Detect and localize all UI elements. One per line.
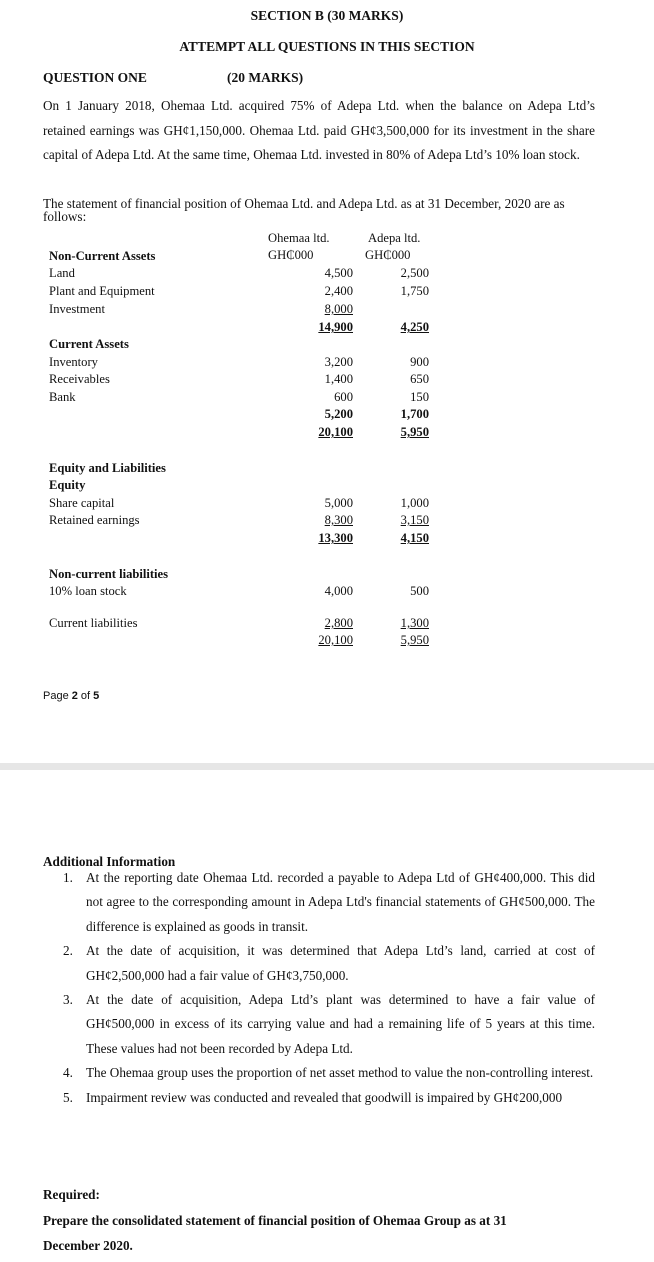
question-marks: (20 MARKS) [227, 70, 304, 85]
item-text: At the date of acquisition, it was determined that Adepa Ltd’s land, carried at cost of GH¢2,500,000 had a fair value of GH¢3,750,000. [86, 943, 595, 983]
required-heading: Required: [43, 1187, 100, 1202]
total-adepa: 4,150 [400, 531, 429, 545]
table-row [49, 371, 449, 388]
equity-heading-row [49, 477, 449, 494]
col1-unit: GH₵000 [268, 248, 314, 262]
col1-name: Ohemaa ltd. [268, 231, 330, 245]
total-adepa: 5,950 [400, 633, 429, 647]
row-label: Retained earnings [49, 513, 140, 527]
row-label: Receivables [49, 372, 110, 386]
nca-heading: Non-Current Assets [49, 249, 156, 263]
page-current: 2 [71, 690, 78, 702]
row-value-ohemaa: 1,400 [324, 372, 353, 386]
equity-total-row [49, 530, 449, 547]
total-adepa: 5,950 [400, 425, 429, 439]
page-total: 5 [93, 690, 100, 702]
intro-paragraph-2: The statement of financial position of Ohemaa Ltd. and Adepa Ltd. as at 31 December, 2020 are as follows: [43, 196, 565, 224]
row-value-ohemaa: 8,000 [324, 302, 353, 316]
total-ohemaa: 20,100 [318, 425, 353, 439]
row-value-adepa: 2,500 [400, 266, 429, 280]
ca-heading-row [49, 336, 449, 353]
subtotal-adepa: 1,700 [400, 407, 429, 421]
row-value-ohemaa: 8,300 [324, 513, 353, 527]
row-value-ohemaa: 5,000 [324, 496, 353, 510]
row-label: Current liabilities [49, 616, 138, 630]
table-row [49, 512, 449, 529]
col2-unit: GH₵000 [365, 248, 411, 262]
item-number: 5. [63, 1089, 73, 1105]
row-value-adepa: 900 [410, 355, 429, 369]
page-separator [0, 763, 654, 770]
total-ohemaa: 14,900 [318, 320, 353, 334]
subtotal-ohemaa: 5,200 [324, 407, 353, 421]
question-title: QUESTION ONE [43, 70, 147, 85]
row-value-ohemaa: 3,200 [324, 355, 353, 369]
section-instruction: ATTEMPT ALL QUESTIONS IN THIS SECTION [179, 39, 475, 54]
row-label: Land [49, 266, 75, 280]
row-label: 10% loan stock [49, 584, 127, 598]
additional-info-heading: Additional Information [43, 854, 176, 869]
row-value-ohemaa: 2,800 [324, 616, 353, 630]
row-value-ohemaa: 600 [334, 390, 353, 404]
section-title: SECTION B (30 MARKS) [250, 8, 404, 23]
table-row [49, 583, 449, 600]
list-item [43, 1061, 595, 1085]
item-number: 3. [63, 992, 73, 1008]
item-number: 4. [63, 1065, 73, 1081]
list-item [43, 1086, 595, 1110]
table-row [49, 495, 449, 512]
equity-liabilities-heading-row [49, 460, 449, 477]
item-text: At the reporting date Ohemaa Ltd. recorded a payable to Adepa Ltd of GH¢400,000. This did not agree to the corresponding amount in Adepa Ltd's financial statements of GH¢500,000. The difference is explained as goods in transit. [86, 870, 595, 934]
table-row [49, 265, 449, 282]
row-value-adepa: 650 [410, 372, 429, 386]
row-label: Investment [49, 302, 105, 316]
col2-name: Adepa ltd. [368, 231, 421, 245]
intro-paragraph: On 1 January 2018, Ohemaa Ltd. acquired 75% of Adepa Ltd. when the balance on Adepa Ltd’s retained earnings was GH¢1,150,000. Ohemaa Ltd. paid GH¢3,500,000 for its investment in the share capital of Adepa Ltd. At the same time, Ohemaa Ltd. invested in 80% of Adepa Ltd’s 10% loan stock. [43, 98, 595, 162]
page-prefix: Page [43, 690, 72, 702]
ca-heading: Current Assets [49, 337, 129, 351]
list-item [43, 866, 595, 939]
total-adepa: 4,250 [400, 320, 429, 334]
table-row [49, 389, 449, 406]
ca-total-row [49, 424, 449, 441]
item-text: At the date of acquisition, Adepa Ltd’s plant was determined to have a fair value of GH¢500,000 in excess of its carrying value and had a remaining life of 5 years at this time. These values had not been recorded by Adepa Ltd. [86, 992, 595, 1056]
page-number [43, 690, 99, 702]
row-value-adepa: 1,000 [400, 496, 429, 510]
table-row [49, 283, 449, 300]
nca-heading-row [49, 248, 449, 265]
row-label: Inventory [49, 355, 98, 369]
row-value-adepa: 1,750 [400, 284, 429, 298]
row-value-adepa: 500 [410, 584, 429, 598]
row-value-ohemaa: 2,400 [324, 284, 353, 298]
required-text: Prepare the consolidated statement of financial position of Ohemaa Group as at 31 December 2020. [43, 1213, 507, 1253]
row-value-ohemaa: 4,500 [324, 266, 353, 280]
ca-subtotal-row [49, 406, 449, 423]
total-ohemaa: 20,100 [318, 633, 353, 647]
table-row [49, 354, 449, 371]
cl-total-row [49, 632, 449, 649]
additional-info-list [43, 866, 595, 1110]
row-label: Share capital [49, 496, 115, 510]
item-text: Impairment review was conducted and revealed that goodwill is impaired by GH¢200,000 [86, 1089, 563, 1105]
equity-liabilities-heading: Equity and Liabilities [49, 461, 166, 475]
ncl-heading-row [49, 566, 449, 583]
table-row [49, 615, 449, 632]
row-value-adepa: 3,150 [400, 513, 429, 527]
list-item [43, 939, 595, 988]
row-label: Bank [49, 390, 76, 404]
row-label: Plant and Equipment [49, 284, 155, 298]
ncl-heading: Non-current liabilities [49, 567, 169, 581]
table-row [49, 301, 449, 318]
item-number: 1. [63, 870, 73, 885]
item-text: The Ohemaa group uses the proportion of net asset method to value the non-controlling interest. [86, 1065, 594, 1081]
item-number: 2. [63, 943, 73, 959]
total-ohemaa: 13,300 [318, 531, 353, 545]
row-value-adepa: 1,300 [400, 616, 429, 630]
list-item [43, 988, 595, 1061]
row-value-adepa: 150 [410, 390, 429, 404]
row-value-ohemaa: 4,000 [324, 584, 353, 598]
page-mid: of [77, 690, 94, 702]
nca-total-row [49, 319, 449, 336]
equity-heading: Equity [49, 478, 86, 492]
